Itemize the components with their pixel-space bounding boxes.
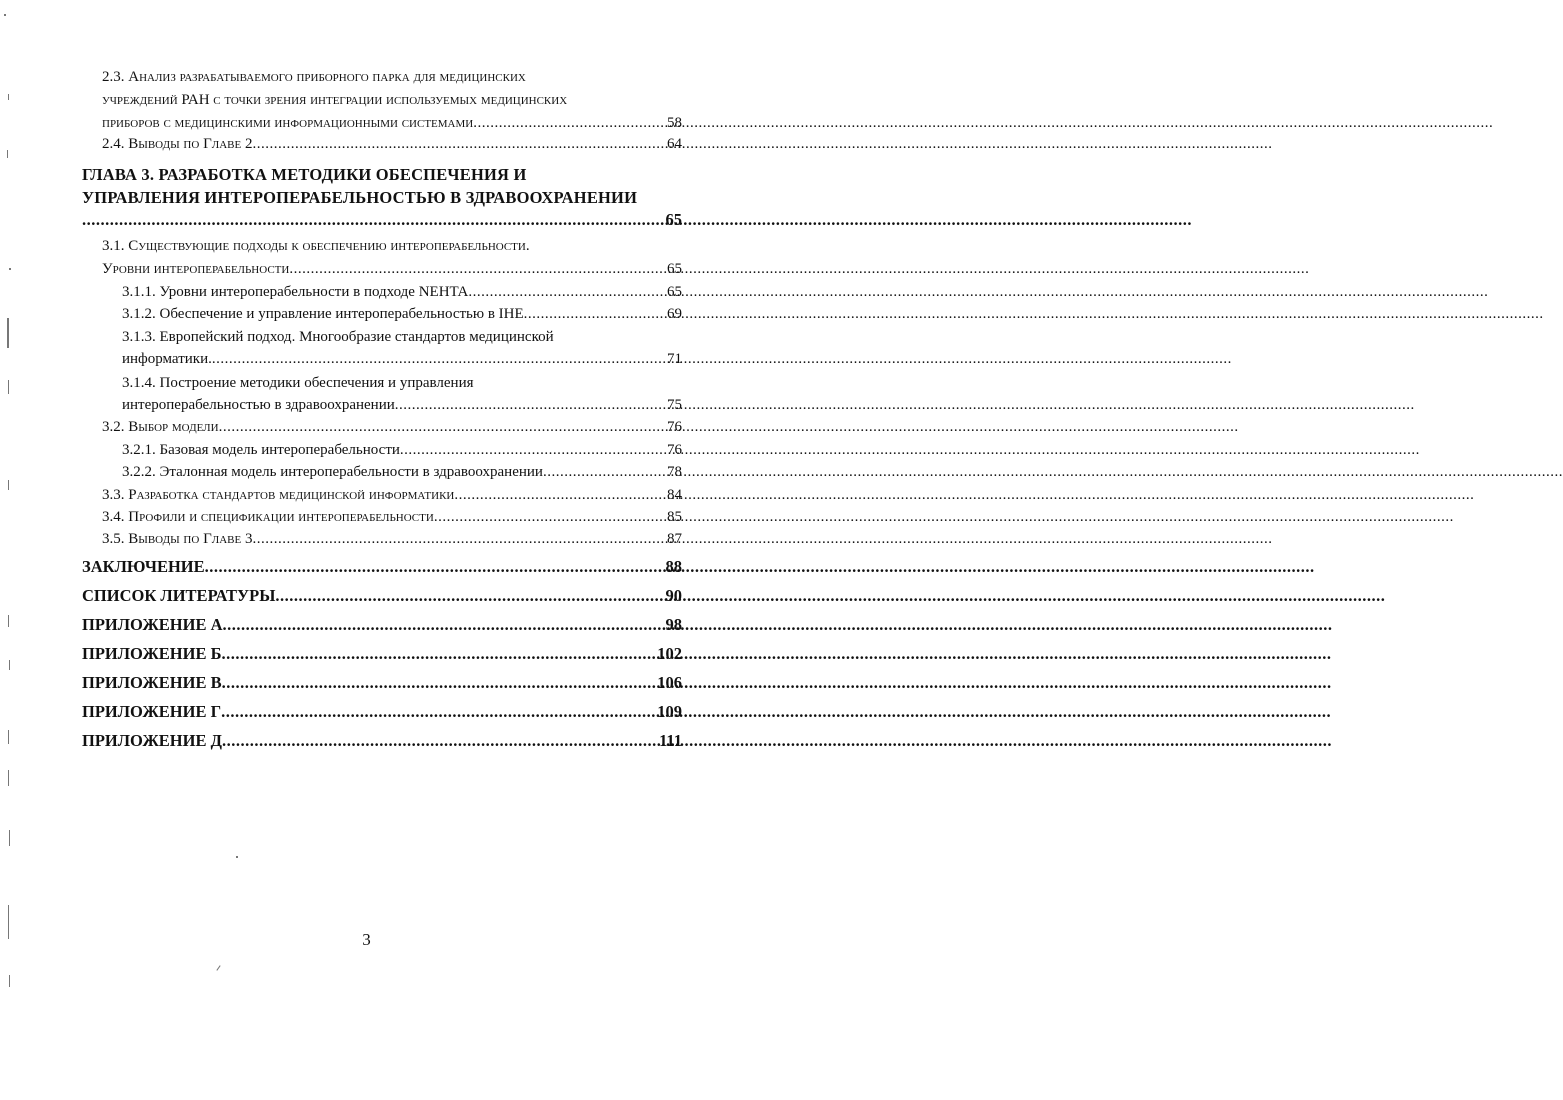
scan-artifact: [8, 905, 9, 939]
leader-dots: [543, 461, 667, 483]
toc-entry-title: 3.1. Существующие подходы к обеспечению интероперабельности.: [102, 238, 530, 254]
toc-page-number: 65: [665, 210, 682, 229]
scan-artifact: [4, 14, 6, 16]
scan-artifact: [8, 480, 9, 490]
leader-dots: [222, 729, 659, 753]
leader-dots: [221, 700, 657, 724]
leader-dots: [289, 258, 667, 280]
toc-page-number: 78: [667, 464, 682, 480]
toc-page-number: 88: [665, 557, 682, 576]
toc-entry-title: ПРИЛОЖЕНИЕ А: [82, 615, 223, 634]
leader-dots: [468, 281, 667, 303]
leader-dots: [400, 439, 667, 461]
leader-dots: [219, 416, 667, 438]
toc-entry-title: ПРИЛОЖЕНИЕ Г: [82, 702, 222, 721]
toc-page-number: 69: [667, 306, 682, 322]
toc-page-number: 90: [665, 586, 682, 605]
scan-artifact: [8, 615, 9, 627]
scan-artifact: [216, 965, 220, 970]
toc-page-number: 98: [665, 615, 682, 634]
scan-artifact: [9, 830, 10, 846]
toc-entry-title: интероперабельностью в здравоохранении: [122, 397, 395, 413]
scan-artifact: [8, 730, 9, 744]
toc-page-number: 75: [667, 397, 682, 413]
toc-page-number: 76: [667, 419, 682, 435]
toc-entry-title: Уровни интероперабельности: [102, 261, 290, 277]
leader-dots: [205, 555, 666, 579]
leader-dots: [395, 394, 667, 416]
document-page: [0, 0, 733, 1100]
toc-entry-title: 3.1.3. Европейский подход. Многообразие стандартов медицинской: [122, 329, 554, 345]
toc-entry-title: информатики.: [122, 351, 212, 367]
scan-artifact: [9, 660, 10, 670]
scan-artifact: [8, 380, 9, 394]
leader-dots: [222, 671, 658, 695]
toc-entry-title: ЗАКЛЮЧЕНИЕ: [82, 557, 205, 576]
toc-page-number: 85: [667, 509, 682, 525]
toc-entry-title: приборов с медицинскими информационными системами: [102, 115, 474, 131]
page-number: 3: [362, 930, 371, 949]
leader-dots: [275, 584, 665, 608]
toc-page-number: 65: [667, 284, 682, 300]
scan-artifact: [7, 150, 8, 158]
leader-dots: [524, 303, 667, 325]
leader-dots: [454, 484, 667, 506]
scan-artifact: [8, 94, 9, 100]
toc-page-number: 111: [659, 731, 682, 750]
toc-entry-title: 2.4. Выводы по Главе 2: [102, 136, 253, 152]
toc-entry-title: 3.2.1. Базовая модель интероперабельности: [122, 442, 400, 458]
toc-page-number: 84: [667, 487, 682, 503]
scan-artifact: [7, 318, 9, 348]
toc-page-number: 71: [667, 351, 682, 367]
toc-page-number: 76: [667, 442, 682, 458]
toc-entry-title: ПРИЛОЖЕНИЕ Д: [82, 731, 222, 750]
toc-entry-title: 3.1.2. Обеспечение и управление интероперабельностью в IHE: [122, 306, 524, 322]
toc-entry-title: 3.3. Разработка стандартов медицинской информатики: [102, 487, 455, 503]
scan-artifact: [9, 975, 10, 987]
leader-dots: [473, 112, 667, 134]
toc-page-number: 58: [667, 115, 682, 131]
toc-entry-title: ПРИЛОЖЕНИЕ В: [82, 673, 222, 692]
toc-entry-title: СПИСОК ЛИТЕРАТУРЫ: [82, 586, 276, 605]
toc-page-number: 64: [667, 136, 682, 152]
toc-page-number: 65: [667, 261, 682, 277]
leader-dots: [82, 208, 666, 232]
leader-dots: [222, 642, 658, 666]
toc-entry-title: 3.2. Выбор модели: [102, 419, 219, 435]
chapter-title: УПРАВЛЕНИЯ ИНТЕРОПЕРАБЕЛЬНОСТЬЮ В ЗДРАВООХРАНЕНИИ: [82, 188, 638, 207]
toc-entry-title: 3.4. Профили и спецификации интероперабельности: [102, 509, 434, 525]
toc-entry-title: 3.5. Выводы по Главе 3: [102, 531, 253, 547]
scan-artifact: [9, 268, 11, 270]
leader-dots: [434, 506, 667, 528]
leader-dots: [252, 133, 667, 155]
toc-entry-title: 3.1.4. Построение методики обеспечения и управления: [122, 375, 474, 391]
toc-page-number: 109: [657, 702, 682, 721]
toc-entry-title: 3.1.1. Уровни интероперабельности в подходе NEHTA: [122, 284, 469, 300]
toc-entry-title: 3.2.2. Эталонная модель интероперабельности в здравоохранении: [122, 464, 543, 480]
toc-page-number: 106: [657, 673, 682, 692]
toc-page-number: 87: [667, 531, 682, 547]
leader-dots: [252, 528, 667, 550]
scan-artifact: [236, 856, 238, 858]
scan-artifact: [8, 770, 9, 786]
toc-page-number: 102: [657, 644, 682, 663]
leader-dots: [223, 613, 666, 637]
toc-entry-title: ПРИЛОЖЕНИЕ Б: [82, 644, 222, 663]
toc-entry-title: учреждений РАН с точки зрения интеграции используемых медицинских: [102, 92, 568, 108]
chapter-title: ГЛАВА 3. РАЗРАБОТКА МЕТОДИКИ ОБЕСПЕЧЕНИЯ И: [82, 165, 527, 184]
leader-dots: [212, 348, 667, 370]
toc-entry-title: 2.3. Анализ разрабатываемого приборного парка для медицинских: [102, 69, 526, 85]
